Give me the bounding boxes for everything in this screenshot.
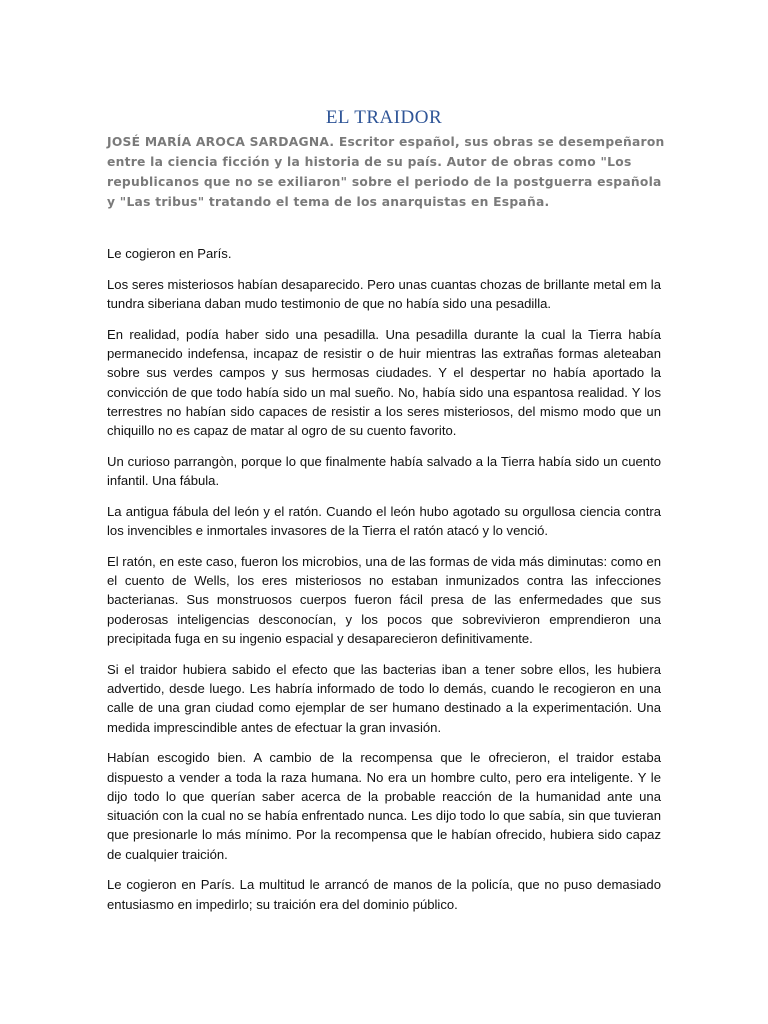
paragraph: La antigua fábula del león y el ratón. Cuando el león hubo agotado su orgullosa ciencia contra los invencibles e inmortales invasores de la Tierra el ratón atacó y lo venció. bbox=[107, 503, 661, 539]
paragraph: Le cogieron en París. La multitud le arrancó de manos de la policía, que no puso demasiado entusiasmo en impedirlo; su traición era del dominio público. bbox=[107, 877, 661, 912]
story-body bbox=[107, 244, 661, 925]
paragraph: Le cogieron en París. bbox=[107, 246, 232, 261]
paragraph: Habían escogido bien. A cambio de la recompensa que le ofrecieron, el traidor estaba dispuesto a vender a toda la raza humana. No era un hombre culto, pero era inteligente. Y le dijo todo lo que querían saber acerca de la probable reacción de la humanidad ante una situación con la cual no se había enfrentado nunca. Les dijo todo lo que sabía, sin que tuvieran que presionarle lo más mínimo. Por la recompensa que le habían ofrecido, hubiera sido capaz de cualquier traición. bbox=[107, 750, 661, 862]
paragraph: En realidad, podía haber sido una pesadilla. Una pesadilla durante la cual la Tierra había permanecido indefensa, incapaz de resistir o de huir mientras las extrañas formas aleteaban sobre sus verdes campos y sus hermosas ciudades. Y el despertar no había aportado la convicción de que todo había sido un mal sueño. No, había sido una espantosa realidad. Y los terrestres no habían sido capaces de resistir a los seres misteriosos, del mismo modo que un chiquillo no es capaz de matar al ogro de su cuento favorito. bbox=[107, 326, 661, 439]
page-title: EL TRAIDOR bbox=[325, 107, 443, 128]
author-note: JOSÉ MARÍA AROCA SARDAGNA. Escritor español, sus obras se desempeñaron entre la ciencia ficción y la historia de su país. Autor de obras como "Los republicanos que no se exiliaron" sobre el periodo de la postguerra española y "Las tribus" tratando el tema de los anarquistas en España. bbox=[107, 135, 665, 209]
paragraph: Si el traidor hubiera sabido el efecto que las bacterias iban a tener sobre ellos, les hubiera advertido, desde luego. Les habría informado de todo lo demás, cuando le recogieron en una calle de una gran ciudad como ejemplar de ser humano destinado a la experimentación. Una medida imprescindible antes de efectuar la gran invasión. bbox=[107, 661, 661, 735]
paragraph: Los seres misteriosos habían desaparecido. Pero unas cuantas chozas de brillante metal em la tundra siberiana daban mudo testimonio de que no había sido una pesadilla. bbox=[107, 276, 661, 311]
paragraph: Un curioso parrangòn, porque lo que finalmente había salvado a la Tierra había sido un cuento infantil. Una fábula. bbox=[107, 453, 661, 489]
paragraph: El ratón, en este caso, fueron los microbios, una de las formas de vida más diminutas: como en el cuento de Wells, los eres misteriosos no estaban inmunizados contra las infecciones bacterianas. Sus monstruosos cuerpos fueron fácil presa de las enfermedades que sus poderosas inteligencias desconocían, y los pocos que sobrevivieron emprendieron una precipitada fuga en su ingenio espacial y desaparecieron definitivamente. bbox=[107, 553, 661, 646]
